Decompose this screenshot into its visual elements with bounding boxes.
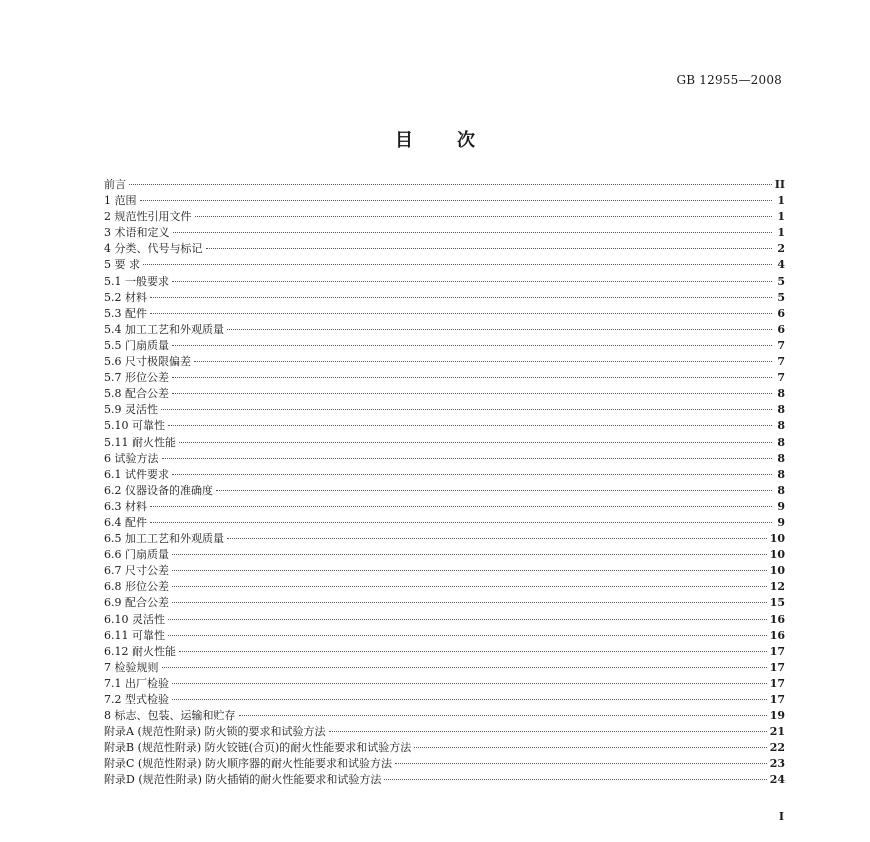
dot-leader: [161, 409, 772, 410]
dot-leader: [227, 329, 772, 330]
toc-entry[interactable]: [104, 483, 785, 499]
dot-leader: [206, 248, 773, 249]
toc-entry[interactable]: [104, 451, 785, 467]
toc-entry-label: 3 术语和定义: [104, 226, 170, 240]
dot-leader: [172, 377, 772, 378]
dot-leader: [168, 619, 767, 620]
toc-entry-page: 6: [777, 322, 785, 336]
toc-entry[interactable]: [104, 499, 785, 515]
toc-entry-page: 17: [769, 693, 785, 706]
dot-leader: [173, 232, 773, 233]
toc-entry-label: 1 范围: [104, 194, 137, 208]
dot-leader: [227, 538, 767, 539]
toc-entry-page: 1: [777, 194, 785, 208]
dot-leader: [195, 216, 773, 217]
toc-entry-page: 8: [777, 451, 785, 465]
dot-leader: [239, 715, 767, 716]
toc-entry[interactable]: [104, 740, 785, 756]
toc-entry-page: 8: [777, 483, 785, 497]
toc-entry-label: 5.9 灵活性: [104, 403, 158, 417]
toc-entry[interactable]: [104, 612, 785, 628]
toc-entry-label: 4 分类、代号与标记: [104, 242, 203, 256]
toc-entry[interactable]: [104, 579, 785, 595]
toc-entry-label: 6.11 可靠性: [104, 628, 165, 642]
toc-entry[interactable]: [104, 644, 785, 660]
toc-entry-page: 2: [777, 242, 785, 256]
toc-entry-label: 5.3 配件: [104, 306, 147, 320]
dot-leader: [172, 474, 772, 475]
toc-entry[interactable]: [104, 402, 785, 418]
toc-entry-label: 6.3 材料: [104, 499, 147, 513]
toc-entry-label: 6 试验方法: [104, 451, 159, 465]
dot-leader: [172, 345, 772, 346]
toc-entry-page: II: [774, 178, 785, 191]
dot-leader: [384, 779, 766, 780]
dot-leader: [179, 442, 772, 443]
toc-entry[interactable]: [104, 531, 785, 547]
toc-entry[interactable]: [104, 547, 785, 563]
toc-entry[interactable]: [104, 290, 785, 306]
dot-leader: [172, 570, 767, 571]
toc-entry-page: 4: [777, 258, 785, 272]
toc-entry-page: 8: [777, 467, 785, 481]
toc-entry[interactable]: [104, 692, 785, 708]
dot-leader: [129, 184, 772, 185]
toc-entry[interactable]: [104, 435, 785, 451]
toc-entry[interactable]: [104, 209, 785, 225]
toc-entry[interactable]: [104, 724, 785, 740]
toc-entry-label: 6.8 形位公差: [104, 580, 169, 594]
dot-leader: [172, 554, 767, 555]
standard-number: GB 12955—2008: [676, 73, 782, 87]
toc-entry-label: 6.7 尺寸公差: [104, 564, 169, 578]
toc-entry[interactable]: [104, 274, 785, 290]
toc-entry[interactable]: [104, 418, 785, 434]
toc-entry-label: 6.5 加工工艺和外观质量: [104, 532, 224, 546]
dot-leader: [194, 361, 772, 362]
toc-entry-label: 附录B (规范性附录) 防火铰链(合页)的耐火性能要求和试验方法: [104, 741, 412, 755]
toc-title: 目次: [395, 130, 519, 151]
dot-leader: [172, 281, 772, 282]
toc-entry-label: 5.2 材料: [104, 290, 147, 304]
toc-entry-label: 5.11 耐火性能: [104, 435, 176, 449]
toc-entry-label: 6.1 试件要求: [104, 467, 169, 481]
toc-entry-page: 5: [777, 290, 785, 304]
toc-entry[interactable]: [104, 193, 785, 209]
toc-entry-label: 6.12 耐火性能: [104, 644, 176, 658]
dot-leader: [172, 602, 767, 603]
toc-entry-label: 5.1 一般要求: [104, 274, 169, 288]
toc-entry[interactable]: [104, 708, 785, 724]
toc-entry-page: 17: [769, 660, 785, 674]
toc-entry-label: 5.6 尺寸极限偏差: [104, 355, 191, 369]
dot-leader: [162, 458, 773, 459]
toc-entry-page: 7: [777, 355, 785, 369]
dot-leader: [329, 731, 767, 732]
dot-leader: [172, 586, 767, 587]
toc-entry-page: 7: [777, 371, 785, 385]
toc-entry-page: 24: [769, 773, 785, 787]
toc-entry-label: 附录A (规范性附录) 防火锁的要求和试验方法: [104, 725, 326, 739]
dot-leader: [150, 506, 772, 507]
toc-entry-page: 5: [777, 274, 785, 288]
toc-entry-label: 附录C (规范性附录) 防火顺序器的耐火性能要求和试验方法: [104, 757, 392, 771]
toc-entry-page: 22: [769, 741, 785, 755]
toc-entry-page: 19: [769, 709, 785, 723]
toc-entry-label: 7 检验规则: [104, 660, 159, 674]
toc-entry-label: 附录D (规范性附录) 防火插销的耐火性能要求和试验方法: [104, 773, 382, 787]
toc-entry-label: 6.2 仪器设备的准确度: [104, 483, 213, 497]
toc-entry-page: 1: [777, 210, 785, 224]
toc-entry-page: 8: [777, 403, 785, 417]
toc-entry-label: 5 要 求: [104, 258, 140, 272]
toc-entry-page: 6: [777, 306, 785, 320]
dot-leader: [162, 667, 767, 668]
toc-entry[interactable]: [104, 225, 785, 241]
toc-entry-page: 10: [769, 532, 785, 546]
toc-entry-page: 16: [769, 612, 785, 626]
toc-entry-label: 5.10 可靠性: [104, 419, 165, 433]
dot-leader: [168, 635, 767, 636]
toc-entry-page: 8: [777, 435, 785, 449]
toc-entry-page: 16: [769, 628, 785, 642]
toc-entry[interactable]: [104, 467, 785, 483]
toc-entry-label: 6.6 门扇质量: [104, 548, 169, 562]
toc-entry[interactable]: [104, 772, 785, 788]
dot-leader: [143, 264, 772, 265]
page-number: I: [778, 810, 784, 823]
toc-entry[interactable]: [104, 756, 785, 772]
toc-entry-page: 1: [777, 226, 785, 240]
toc-entry-label: 7.2 型式检验: [104, 693, 169, 706]
toc-entry[interactable]: [104, 257, 785, 273]
dot-leader: [179, 651, 767, 652]
toc-entry-label: 6.10 灵活性: [104, 612, 165, 626]
toc-entry-page: 9: [777, 515, 785, 529]
toc-entry-label: 前言: [104, 178, 126, 191]
dot-leader: [172, 699, 767, 700]
toc-entry-label: 5.5 门扇质量: [104, 338, 169, 352]
toc-entry-label: 5.7 形位公差: [104, 371, 169, 385]
toc-entry[interactable]: [104, 306, 785, 322]
toc-entry-label: 6.9 配合公差: [104, 596, 169, 610]
toc-entry-page: 23: [769, 757, 785, 771]
dot-leader: [172, 393, 772, 394]
toc-entry-label: 8 标志、包装、运输和贮存: [104, 709, 236, 723]
toc-entry-page: 15: [769, 596, 785, 610]
toc-entry[interactable]: [104, 241, 785, 257]
toc-entry-page: 21: [769, 725, 785, 739]
dot-leader: [216, 490, 772, 491]
toc-entry[interactable]: [104, 515, 785, 531]
toc-entry-page: 17: [769, 644, 785, 658]
toc-entry[interactable]: [104, 660, 785, 676]
dot-leader: [150, 313, 772, 314]
dot-leader: [150, 297, 772, 298]
toc-entry[interactable]: [104, 595, 785, 611]
toc-entry-label: 5.4 加工工艺和外观质量: [104, 322, 224, 336]
dot-leader: [172, 683, 767, 684]
toc-entry[interactable]: [104, 563, 785, 579]
toc-entry-page: 10: [769, 564, 785, 578]
dot-leader: [150, 522, 772, 523]
dot-leader: [414, 747, 766, 748]
dot-leader: [168, 425, 772, 426]
toc-entry-page: 8: [777, 419, 785, 433]
toc-entry[interactable]: [104, 386, 785, 402]
toc-entry-label: 6.4 配件: [104, 515, 147, 529]
toc-entry[interactable]: [104, 338, 785, 354]
toc-entry-label: 2 规范性引用文件: [104, 210, 192, 224]
toc-entry[interactable]: [104, 628, 785, 644]
toc-entry[interactable]: [104, 354, 785, 370]
dot-leader: [395, 763, 767, 764]
toc-entry[interactable]: [104, 177, 785, 193]
toc-entry-page: 10: [769, 548, 785, 562]
toc-entry[interactable]: [104, 322, 785, 338]
toc-entry[interactable]: [104, 676, 785, 692]
toc-entry[interactable]: [104, 370, 785, 386]
dot-leader: [140, 200, 773, 201]
toc-entry-label: 7.1 出厂检验: [104, 676, 169, 690]
toc-entry-page: 9: [777, 499, 785, 513]
toc-entry-page: 12: [769, 580, 785, 594]
toc-entry-page: 8: [777, 387, 785, 401]
toc-list: [104, 177, 785, 789]
toc-entry-page: 17: [769, 676, 785, 690]
toc-entry-page: 7: [777, 338, 785, 352]
toc-entry-label: 5.8 配合公差: [104, 387, 169, 401]
